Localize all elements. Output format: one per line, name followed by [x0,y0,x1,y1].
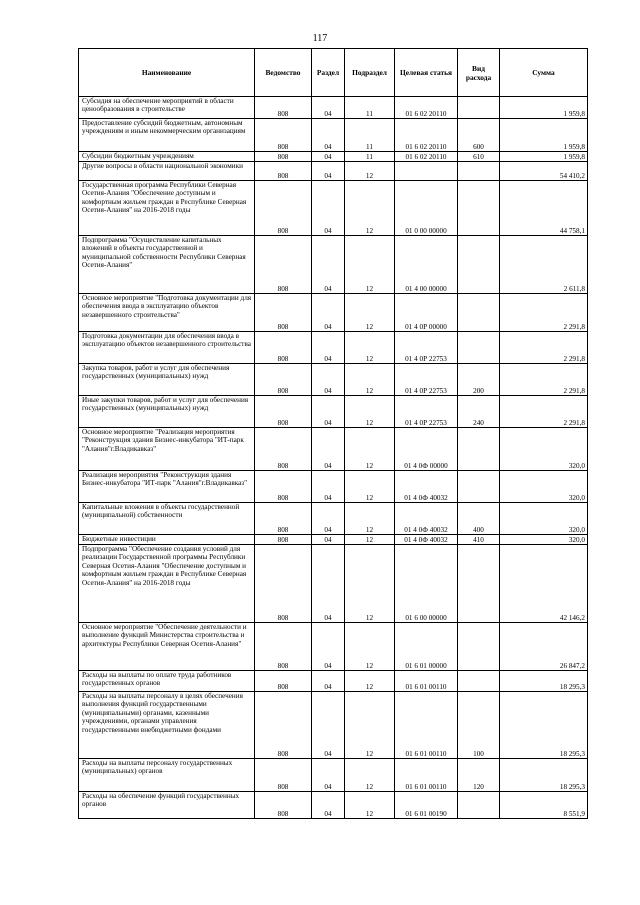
table-body [79,97,588,819]
name-cell: Подпрограмма "Обеспечение создания условий для реализации Государственной программы Республики Северная Осетия-Алания "Обеспечение доступным и комфортным жильем граждан в Республике Северная Осетия-Алания" на 2016-2018 годы [79,545,255,623]
budget-table [78,48,588,819]
page-number: 117 [312,33,328,44]
target-item-cell [395,162,458,181]
subsection-cell: 12 [345,181,395,236]
expense-type-cell: 410 [458,535,500,545]
name-cell: Основное мероприятие "Обеспечение деятельности и выполнение функций Министерства строительства и архитектуры Республики Северная Осетия-Алания" [79,623,255,671]
table-row [79,396,588,428]
table-row [79,181,588,236]
department-cell: 808 [255,294,312,332]
department-cell: 808 [255,503,312,535]
table-row [79,119,588,152]
section-cell: 04 [312,503,345,535]
expense-type-cell [458,97,500,119]
amount-cell: 1 959,8 [500,119,588,152]
target-item-cell: 01 4 0Ф 40032 [395,535,458,545]
department-cell: 808 [255,152,312,162]
amount-cell: 18 295,3 [500,759,588,792]
subsection-cell: 12 [345,428,395,471]
column-header-subsection: Подраздел [345,49,395,97]
amount-cell: 2 291,8 [500,294,588,332]
department-cell: 808 [255,428,312,471]
department-cell: 808 [255,671,312,692]
section-cell: 04 [312,692,345,759]
target-item-cell: 01 6 00 00000 [395,545,458,623]
subsection-cell: 12 [345,294,395,332]
amount-cell: 2 291,8 [500,396,588,428]
expense-type-cell: 240 [458,396,500,428]
target-item-cell: 01 6 01 00190 [395,792,458,819]
column-header-expense-type: Вид расхода [458,49,500,97]
department-cell: 808 [255,545,312,623]
section-cell: 04 [312,236,345,294]
name-cell: Расходы на обеспечение функций государственных органов [79,792,255,819]
name-cell: Субсидия на обеспечение мероприятий в области ценообразования в строительстве [79,97,255,119]
name-cell: Субсидии бюджетным учреждениям [79,152,255,162]
target-item-cell: 01 4 0Ф 40032 [395,471,458,503]
amount-cell: 54 410,2 [500,162,588,181]
expense-type-cell [458,671,500,692]
expense-type-cell [458,332,500,364]
table-row [79,471,588,503]
expense-type-cell [458,294,500,332]
amount-cell: 42 146,2 [500,545,588,623]
name-cell: Капитальные вложения в объекты государственной (муниципальной) собственности [79,503,255,535]
column-header-amount: Сумма [500,49,588,97]
expense-type-cell: 610 [458,152,500,162]
expense-type-cell [458,623,500,671]
name-cell: Расходы на выплаты персоналу в целях обеспечения выполнения функций государственными (муниципальными) органами, казенными учреждениями, органами управления государственными внебюджетными фондами [79,692,255,759]
name-cell: Другие вопросы в области национальной экономики [79,162,255,181]
table-row [79,236,588,294]
expense-type-cell [458,428,500,471]
table-row [79,792,588,819]
subsection-cell: 11 [345,97,395,119]
subsection-cell: 12 [345,471,395,503]
amount-cell: 320,0 [500,471,588,503]
column-header-department: Ведомство [255,49,312,97]
section-cell: 04 [312,152,345,162]
table-row [79,152,588,162]
section-cell: 04 [312,97,345,119]
column-header-name: Наименование [79,49,255,97]
department-cell: 808 [255,119,312,152]
section-cell: 04 [312,119,345,152]
section-cell: 04 [312,623,345,671]
section-cell: 04 [312,545,345,623]
department-cell: 808 [255,471,312,503]
subsection-cell: 12 [345,162,395,181]
target-item-cell: 01 4 0Ф 40032 [395,503,458,535]
section-cell: 04 [312,759,345,792]
table-row [79,503,588,535]
table-row [79,97,588,119]
amount-cell: 320,0 [500,428,588,471]
section-cell: 04 [312,792,345,819]
subsection-cell: 12 [345,396,395,428]
section-cell: 04 [312,428,345,471]
name-cell: Государственная программа Республики Северная Осетия-Алания "Обеспечение доступным и комфортным жильем граждан в Республике Северная Осетия-Алания" на 2016-2018 годы [79,181,255,236]
section-cell: 04 [312,471,345,503]
target-item-cell: 01 4 0Ф 00000 [395,428,458,471]
table-row [79,692,588,759]
department-cell: 808 [255,364,312,396]
table-row [79,535,588,545]
name-cell: Реализация мероприятия "Реконструкция здания Бизнес-инкубатора "ИТ-парк "Алания"г.Владикавказ" [79,471,255,503]
section-cell: 04 [312,162,345,181]
target-item-cell: 01 4 0Р 22753 [395,332,458,364]
subsection-cell: 12 [345,545,395,623]
department-cell: 808 [255,692,312,759]
amount-cell: 18 295,3 [500,671,588,692]
subsection-cell: 12 [345,623,395,671]
subsection-cell: 12 [345,503,395,535]
name-cell: Основное мероприятие "Подготовка документации для обеспечения ввода в эксплуатацию объектов незавершенного строительства" [79,294,255,332]
subsection-cell: 12 [345,792,395,819]
expense-type-cell: 120 [458,759,500,792]
department-cell: 808 [255,332,312,364]
expense-type-cell: 200 [458,364,500,396]
name-cell: Бюджетные инвестиции [79,535,255,545]
name-cell: Расходы на выплаты по оплате труда работников государственных органов [79,671,255,692]
target-item-cell: 01 6 02 20110 [395,119,458,152]
table-header [79,49,588,97]
expense-type-cell [458,792,500,819]
table-row [79,332,588,364]
target-item-cell: 01 6 01 00110 [395,692,458,759]
department-cell: 808 [255,97,312,119]
section-cell: 04 [312,535,345,545]
section-cell: 04 [312,396,345,428]
amount-cell: 320,0 [500,503,588,535]
expense-type-cell: 600 [458,119,500,152]
expense-type-cell: 100 [458,692,500,759]
amount-cell: 8 551,9 [500,792,588,819]
subsection-cell: 12 [345,236,395,294]
target-item-cell: 01 4 0Р 00000 [395,294,458,332]
column-header-section: Раздел [312,49,345,97]
subsection-cell: 12 [345,364,395,396]
table-row [79,623,588,671]
target-item-cell: 01 4 0Р 22753 [395,396,458,428]
header-row [79,49,588,97]
subsection-cell: 11 [345,152,395,162]
section-cell: 04 [312,294,345,332]
expense-type-cell [458,181,500,236]
target-item-cell: 01 0 00 00000 [395,181,458,236]
amount-cell: 1 959,8 [500,152,588,162]
department-cell: 808 [255,792,312,819]
amount-cell: 18 295,3 [500,692,588,759]
department-cell: 808 [255,759,312,792]
subsection-cell: 11 [345,119,395,152]
section-cell: 04 [312,364,345,396]
amount-cell: 2 611,8 [500,236,588,294]
subsection-cell: 12 [345,671,395,692]
table-row [79,545,588,623]
subsection-cell: 12 [345,692,395,759]
table-row [79,162,588,181]
department-cell: 808 [255,623,312,671]
table-row [79,759,588,792]
department-cell: 808 [255,162,312,181]
target-item-cell: 01 6 01 00110 [395,671,458,692]
table-row [79,428,588,471]
department-cell: 808 [255,396,312,428]
department-cell: 808 [255,181,312,236]
expense-type-cell [458,162,500,181]
name-cell: Закупка товаров, работ и услуг для обеспечения государственных (муниципальных) нужд [79,364,255,396]
name-cell: Предоставление субсидий бюджетным, автономным учреждениям и иным некоммерческим организациям [79,119,255,152]
subsection-cell: 12 [345,535,395,545]
department-cell: 808 [255,535,312,545]
amount-cell: 26 847,2 [500,623,588,671]
table-row [79,294,588,332]
name-cell: Иные закупки товаров, работ и услуг для обеспечения государственных (муниципальных) нужд [79,396,255,428]
expense-type-cell [458,545,500,623]
subsection-cell: 12 [345,332,395,364]
table-row [79,671,588,692]
target-item-cell: 01 4 00 00000 [395,236,458,294]
table-row [79,364,588,396]
amount-cell: 1 959,8 [500,97,588,119]
section-cell: 04 [312,332,345,364]
expense-type-cell: 400 [458,503,500,535]
target-item-cell: 01 6 01 00000 [395,623,458,671]
expense-type-cell [458,236,500,294]
column-header-target-item: Целевая статья [395,49,458,97]
expense-type-cell [458,471,500,503]
section-cell: 04 [312,671,345,692]
subsection-cell: 12 [345,759,395,792]
name-cell: Расходы на выплаты персоналу государственных (муниципальных) органов [79,759,255,792]
target-item-cell: 01 6 02 20110 [395,152,458,162]
section-cell: 04 [312,181,345,236]
name-cell: Основное мероприятие "Реализация мероприятия "Реконструкция здания Бизнес-инкубатора "ИТ-парк "Алания"г.Владикавказ" [79,428,255,471]
amount-cell: 44 758,1 [500,181,588,236]
target-item-cell: 01 6 01 00110 [395,759,458,792]
target-item-cell: 01 4 0Р 22753 [395,364,458,396]
name-cell: Подпрограмма "Осуществление капитальных вложений в объекты государственной и муниципальной собственности Республики Северная Осетия-Алания" [79,236,255,294]
target-item-cell: 01 6 02 20110 [395,97,458,119]
amount-cell: 2 291,8 [500,332,588,364]
department-cell: 808 [255,236,312,294]
amount-cell: 320,0 [500,535,588,545]
amount-cell: 2 291,8 [500,364,588,396]
name-cell: Подготовка документации для обеспечения ввода в эксплуатацию объектов незавершенного строительства [79,332,255,364]
